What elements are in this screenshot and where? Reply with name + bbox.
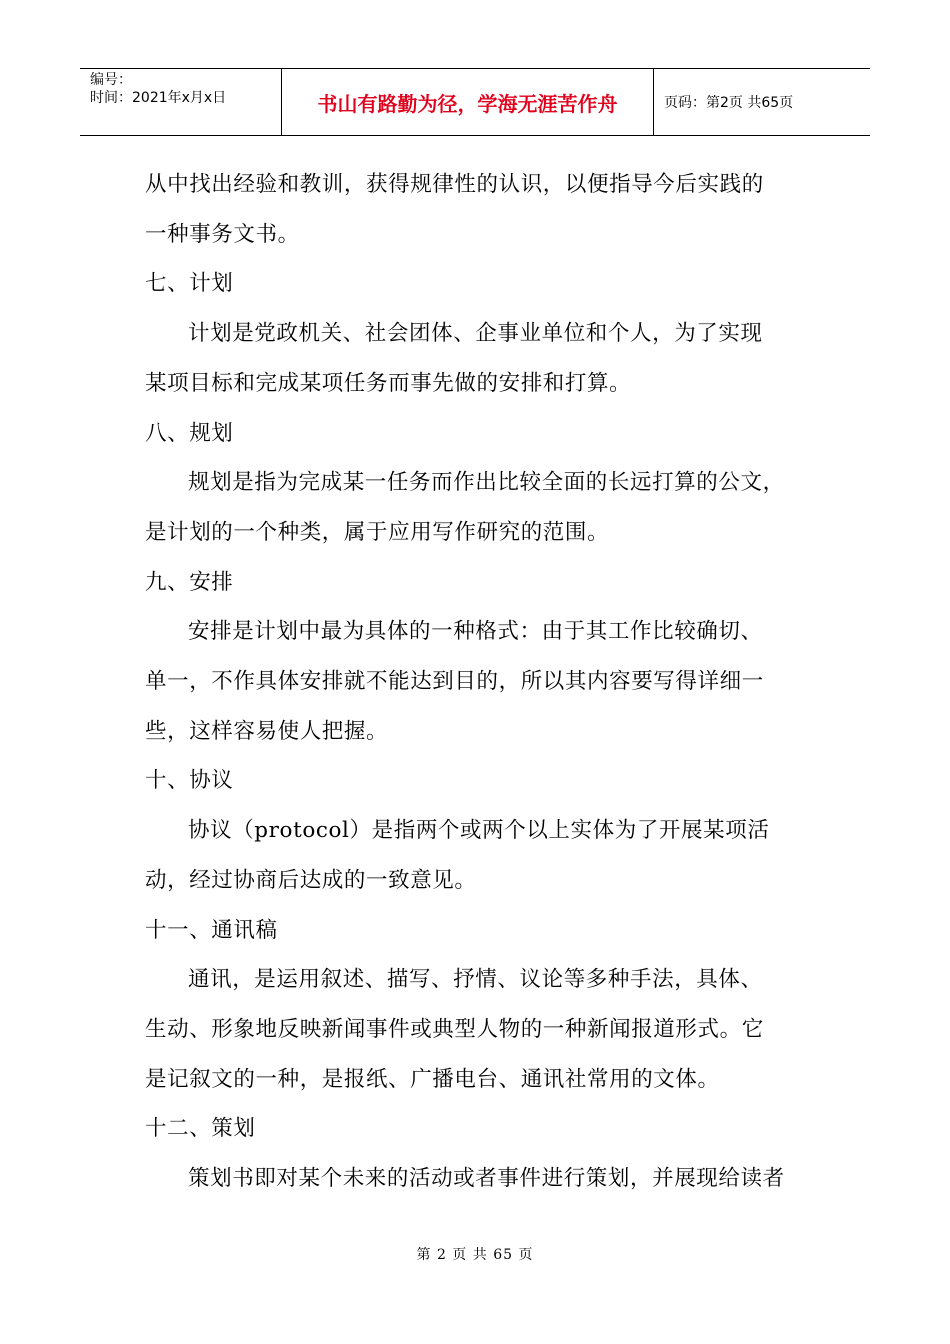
body-line: 动，经过协商后达成的一致意见。 xyxy=(145,867,477,893)
body-line: 通讯，是运用叙述、描写、抒情、议论等多种手法，具体、 xyxy=(188,967,763,993)
body-line: 些，这样容易使人把握。 xyxy=(145,718,389,744)
body-line: 协议（protocol）是指两个或两个以上实体为了开展某项活 xyxy=(188,818,770,844)
page-header xyxy=(80,68,870,136)
header-meta xyxy=(80,69,282,135)
body-line: 十、协议 xyxy=(145,768,234,794)
page-footer: 第 2 页 共 65 页 xyxy=(416,1247,534,1263)
body-line: 计划是党政机关、社会团体、企事业单位和个人，为了实现 xyxy=(188,321,763,347)
body-line: 规划是指为完成某一任务而作出比较全面的长远打算的公文， xyxy=(188,470,785,496)
document-body xyxy=(145,160,815,1204)
body-line: 生动、形象地反映新闻事件或典型人物的一种新闻报道形式。它 xyxy=(145,1016,764,1042)
body-line: 十二、策划 xyxy=(145,1116,256,1142)
body-line: 安排是计划中最为具体的一种格式：由于其工作比较确切、 xyxy=(188,619,763,645)
header-page-info: 页码：第2页 共65页 xyxy=(664,95,794,111)
document-number-label: 编号： xyxy=(90,72,132,88)
header-motto: 书山有路勤为径，学海无涯苦作舟 xyxy=(282,69,654,135)
body-line: 是记叙文的一种，是报纸、广播电台、通讯社常用的文体。 xyxy=(145,1066,720,1092)
body-line: 策划书即对某个未来的活动或者事件进行策划，并展现给读者 xyxy=(188,1166,785,1192)
body-line: 单一，不作具体安排就不能达到目的，所以其内容要写得详细一 xyxy=(145,669,764,695)
body-line: 七、计划 xyxy=(145,271,234,297)
body-line: 从中找出经验和教训，获得规律性的认识，以便指导今后实践的 xyxy=(145,172,764,197)
document-time-label: 时间：2021年x月x日 xyxy=(90,90,227,106)
body-line: 某项目标和完成某项任务而事先做的安排和打算。 xyxy=(145,370,632,396)
body-line: 是计划的一个种类，属于应用写作研究的范围。 xyxy=(145,519,610,545)
body-line: 一种事务文书。 xyxy=(145,221,300,247)
body-line: 八、规划 xyxy=(145,420,234,446)
body-line: 十一、通讯稿 xyxy=(145,917,278,943)
body-line: 九、安排 xyxy=(145,569,234,595)
